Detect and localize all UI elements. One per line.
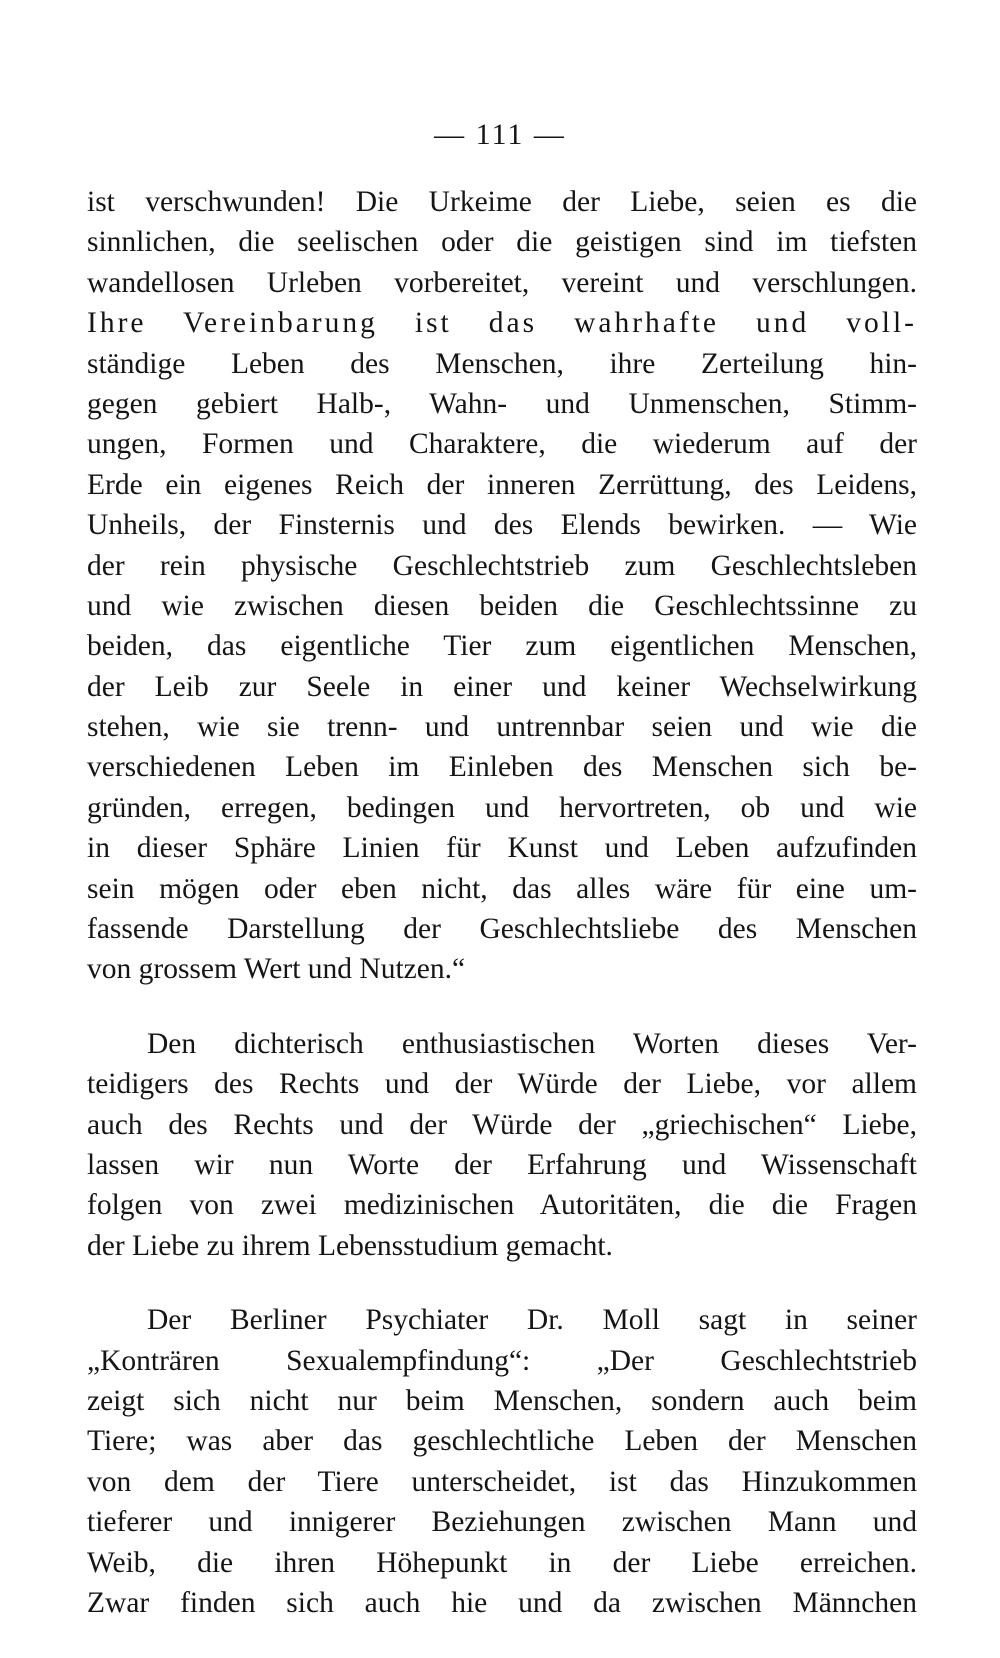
- text-line: „Konträren Sexualempfindung“: „Der Geschlechtstrieb: [87, 1344, 917, 1377]
- paragraph-gap: [87, 990, 917, 1024]
- text-line: verschiedenen Leben im Einleben des Menschen sich be-: [87, 751, 917, 784]
- paragraph-2: [87, 1024, 917, 1266]
- text-line: auch des Rechts und der Würde der „griechischen“ Liebe,: [87, 1108, 917, 1141]
- text-line: beiden, das eigentliche Tier zum eigentlichen Menschen,: [87, 630, 917, 663]
- text-line: Unheils, der Finsternis und des Elends bewirken. — Wie: [87, 509, 917, 542]
- text-line: der Leib zur Seele in einer und keiner Wechselwirkung: [87, 670, 917, 703]
- text-line: sein mögen oder eben nicht, das alles wäre für eine um-: [87, 872, 917, 905]
- text-line: der rein physische Geschlechtstrieb zum Geschlechtsleben: [87, 549, 917, 582]
- text-line: gründen, erregen, bedingen und hervortreten, ob und wie: [87, 791, 917, 824]
- paragraph-1: [87, 182, 917, 990]
- text-line: gegen gebiert Halb-, Wahn- und Unmenschen, Stimm-: [87, 387, 917, 420]
- text-line: folgen von zwei medizinischen Autoritäten, die die Fragen: [87, 1189, 917, 1222]
- text-line: fassende Darstellung der Geschlechtsliebe des Menschen: [87, 913, 917, 946]
- text-line: Zwar finden sich auch hie und da zwischen Männchen: [87, 1586, 917, 1619]
- text-line: teidigers des Rechts und der Würde der Liebe, vor allem: [87, 1068, 917, 1101]
- text-line: und wie zwischen diesen beiden die Geschlechtssinne zu: [87, 589, 917, 622]
- text-line: ist verschwunden! Die Urkeime der Liebe, seien es die: [87, 186, 917, 218]
- text-line: Ihre Vereinbarung ist das wahrhafte und voll-: [87, 307, 917, 340]
- text-line: lassen wir nun Worte der Erfahrung und Wissenschaft: [87, 1148, 917, 1181]
- text-line: Den dichterisch enthusiastischen Worten dieses Ver-: [147, 1027, 917, 1060]
- text-line: Erde ein eigenes Reich der inneren Zerrüttung, des Leidens,: [87, 468, 917, 501]
- text-line: in dieser Sphäre Linien für Kunst und Leben aufzufinden: [87, 832, 917, 865]
- text-line: sinnlichen, die seelischen oder die geistigen sind im tiefsten: [87, 226, 917, 259]
- paragraph-3: [87, 1300, 917, 1623]
- text-line: zeigt sich nicht nur beim Menschen, sondern auch beim: [87, 1384, 917, 1417]
- text-line: ständige Leben des Menschen, ihre Zerteilung hin-: [87, 347, 917, 380]
- text-line: Weib, die ihren Höhepunkt in der Liebe erreichen.: [87, 1546, 917, 1579]
- text-line: stehen, wie sie trenn- und untrennbar seien und wie die: [87, 711, 917, 744]
- text-line: der Liebe zu ihrem Lebensstudium gemacht.: [87, 1229, 613, 1262]
- paragraph-gap: [87, 1266, 917, 1300]
- text-line: Tiere; was aber das geschlechtliche Leben der Menschen: [87, 1425, 917, 1458]
- text-line: Der Berliner Psychiater Dr. Moll sagt in seiner: [147, 1304, 917, 1337]
- text-line: von grossem Wert und Nutzen.“: [87, 953, 466, 986]
- text-line: wandellosen Urleben vorbereitet, vereint und verschlungen.: [87, 266, 917, 299]
- text-line: ungen, Formen und Charaktere, die wiederum auf der: [87, 428, 917, 461]
- text-line: von dem der Tiere unterscheidet, ist das Hinzukommen: [87, 1465, 917, 1498]
- page-number: — 111 —: [434, 118, 566, 151]
- body-text: [87, 182, 917, 1623]
- text-line: tieferer und innigerer Beziehungen zwischen Mann und: [87, 1506, 917, 1539]
